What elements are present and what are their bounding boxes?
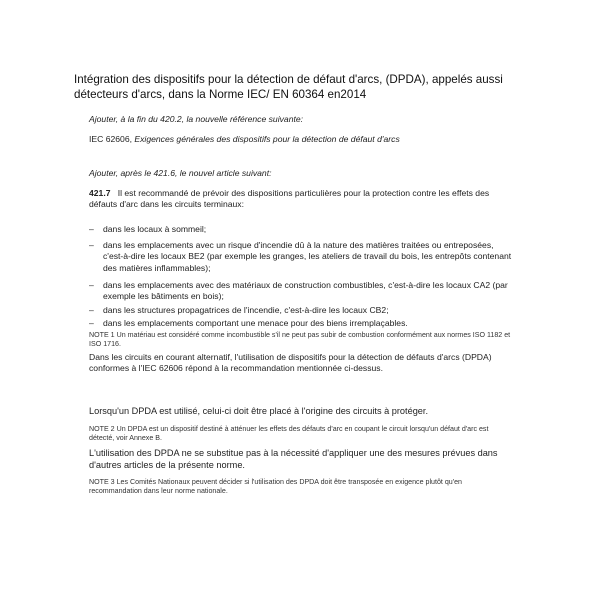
bullet-dash: –: [89, 240, 94, 250]
instruction-add-article: Ajouter, après le 421.6, le nouvel article suivant:: [89, 168, 272, 178]
document-heading: Intégration des dispositifs pour la détection de défaut d'arcs, (DPDA), appelés aussi détecteurs d'arcs, dans la Norme IEC/ EN 60364 en2014: [74, 73, 503, 101]
article-number: 421.7: [89, 188, 111, 198]
list-item-text: dans les structures propagatrices de l'incendie, c'est-à-dire les locaux CB2;: [103, 305, 389, 315]
list-item-text: dans les emplacements comportant une menace pour des biens irremplaçables.: [103, 318, 408, 328]
list-item: [89, 240, 514, 274]
reference-entry: [89, 134, 514, 145]
list-item: [89, 305, 514, 316]
bullet-dash: –: [89, 224, 94, 234]
instruction-add-reference: Ajouter, à la fin du 420.2, la nouvelle référence suivante:: [89, 114, 304, 124]
ac-circuits-paragraph: Dans les circuits en courant alternatif, l'utilisation de dispositifs pour la détection de défauts d'arcs (DPDA) conformes à l'IEC 62606 répond à la recommandation mentionnée ci-dessus.: [89, 352, 492, 374]
note-2: NOTE 2 Un DPDA est un dispositif destiné à atténuer les effets des défauts d'arc en coupant le circuit lorsqu'un défaut d'arc est détecté, voir Annexe B.: [89, 425, 489, 443]
placement-paragraph: Lorsqu'un DPDA est utilisé, celui-ci doit être placé à l'origine des circuits à protéger.: [89, 406, 429, 416]
list-item-text: dans les locaux à sommeil;: [103, 224, 207, 234]
list-item: [89, 224, 514, 235]
note-3: NOTE 3 Les Comités Nationaux peuvent décider si l'utilisation des DPDA doit être transposée en exigence plutôt qu'en recommandation dans leur norme nationale.: [89, 478, 462, 496]
bullet-dash: –: [89, 305, 94, 315]
bullet-dash: –: [89, 318, 94, 328]
list-item-text: dans les emplacements avec un risque d'incendie dû à la nature des matières traitées ou entreposées, c'est-à-dire les locaux BE2 (par exemple les granges, les ateliers de travail du bois, les entrepôts contenant des matières inflammables);: [103, 240, 512, 273]
reference-title: Exigences générales des dispositifs pour la détection de défaut d'arcs: [134, 134, 400, 144]
article-421-7: [89, 188, 514, 211]
reference-code: IEC 62606,: [89, 134, 132, 144]
article-text: Il est recommandé de prévoir des dispositions particulières pour la protection contre les effets des défauts d'arc dans les circuits terminaux:: [89, 188, 490, 210]
no-substitute-paragraph: L'utilisation des DPDA ne se substitue pas à la nécessité d'appliquer une des mesures prévues dans d'autres articles de la présente norme.: [89, 448, 498, 470]
list-item-text: dans les emplacements avec des matériaux de construction combustibles, c'est-à-dire les locaux CA2 (par exemple les bâtiments en bois);: [103, 280, 508, 302]
bullet-dash: –: [89, 280, 94, 290]
list-item: [89, 318, 514, 329]
note-1: NOTE 1 Un matériau est considéré comme incombustible s'il ne peut pas subir de combustion conformément aux normes ISO 1182 et ISO 1716.: [89, 331, 511, 349]
list-item: [89, 280, 514, 303]
